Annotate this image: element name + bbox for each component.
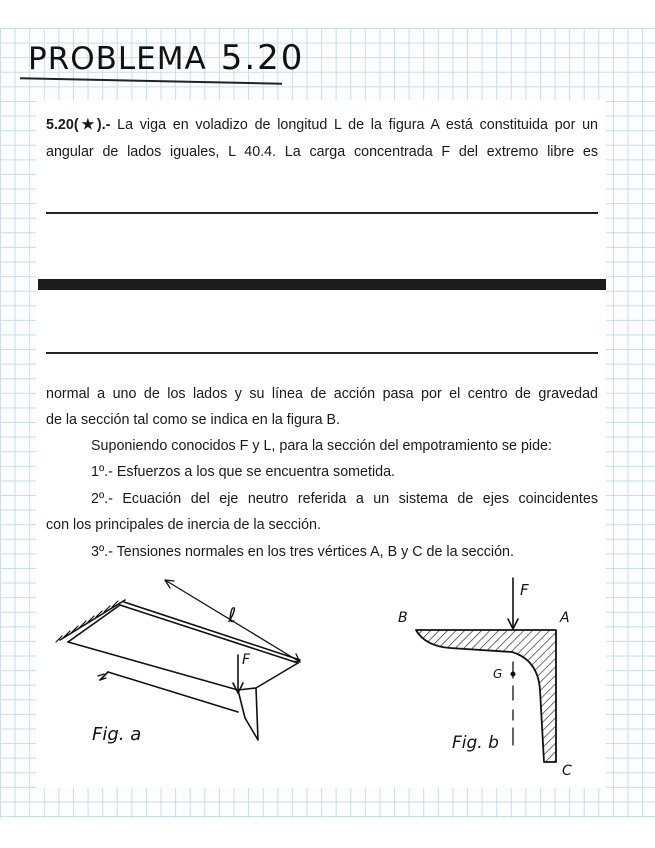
fig-a-caption: Fig. a xyxy=(92,724,142,745)
statement-line-1-text: La viga en voladizo de longitud L de la figura A está constituida por un xyxy=(110,117,598,133)
fig-b-caption: Fig. b xyxy=(452,733,499,753)
centroid-label: G xyxy=(493,667,503,681)
question-1: 1º.- Esfuerzos a los que se encuentra sometida. xyxy=(91,464,396,480)
vertex-a-label: A xyxy=(560,610,570,626)
statement-line-5: Suponiendo conocidos F y L, para la sección del empotramiento se pide: xyxy=(91,438,552,454)
statement-line-4: de la sección tal como se indica en la figura B. xyxy=(46,412,341,428)
problem-id: 5.20(★).- xyxy=(46,117,111,133)
question-3: 3º.- Tensiones normales en los tres vértices A, B y C de la sección. xyxy=(91,544,514,560)
question-2-continued: con los principales de inercia de la sección. xyxy=(46,517,321,533)
question-2: 2º.- Ecuación del eje neutro referida a un sistema de ejes coincidentes xyxy=(91,491,598,507)
vertex-c-label: C xyxy=(562,763,572,779)
statement-line-3: normal a uno de los lados y su línea de acción pasa por el centro de gravedad xyxy=(46,386,598,402)
length-label: ℓ xyxy=(228,603,237,627)
force-label-b: F xyxy=(520,581,529,599)
vertex-b-label: B xyxy=(398,610,408,626)
title-number: 5.20 xyxy=(220,38,305,78)
statement-line-2: angular de lados iguales, L 40.4. La carga concentrada F del extremo libre es xyxy=(46,144,598,160)
centroid-point xyxy=(511,672,516,677)
title-word: PROBLEMA xyxy=(28,41,207,77)
force-label-a: F xyxy=(242,652,251,668)
